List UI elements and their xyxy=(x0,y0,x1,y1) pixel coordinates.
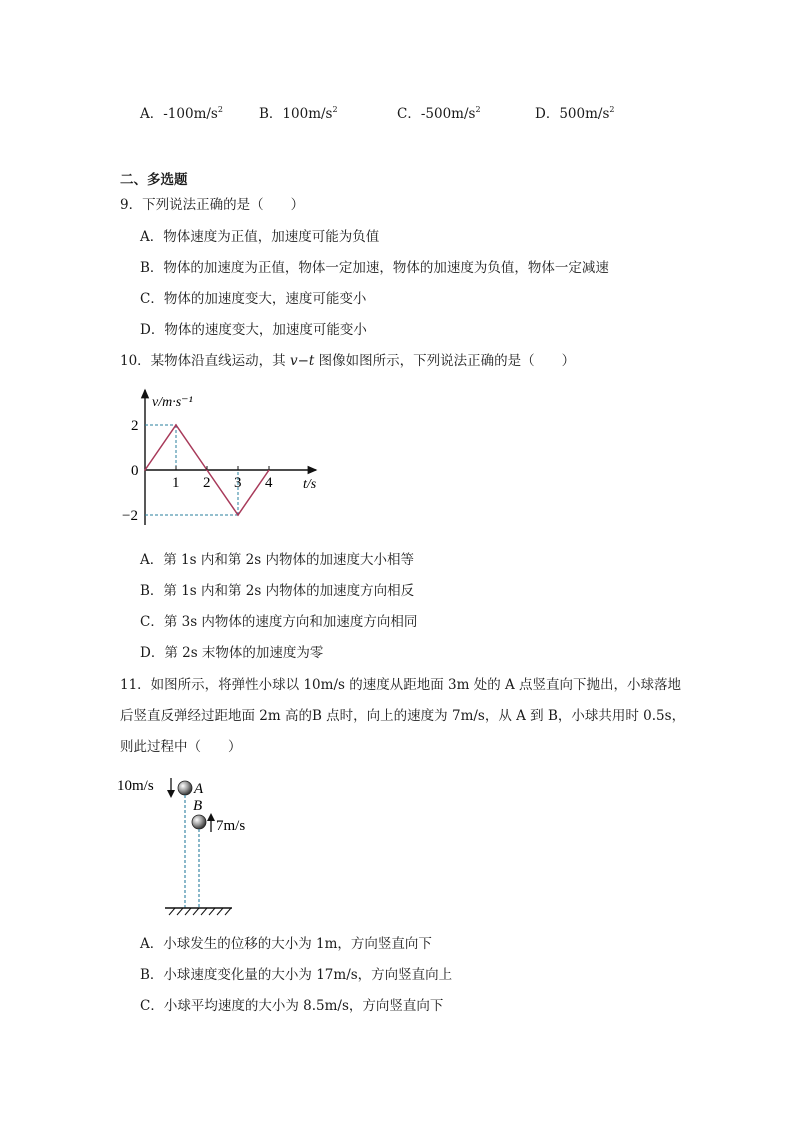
ball-a xyxy=(178,781,192,795)
q9-option-a: A．物体速度为正值，加速度可能为负值 xyxy=(140,229,380,245)
q11-option-b: B．小球速度变化量的大小为 17m/s，方向竖直向上 xyxy=(140,967,453,983)
data-point-1 xyxy=(175,424,177,426)
vt-graph xyxy=(120,380,320,530)
q10-option-d: D．第 2s 末物体的加速度为零 xyxy=(140,645,324,661)
q11-option-a: A．小球发生的位移的大小为 1m，方向竖直向下 xyxy=(140,936,432,952)
y-axis-label: v/m·s⁻¹ xyxy=(152,395,193,410)
data-point-3 xyxy=(237,514,239,516)
y-tick-label-1: 0 xyxy=(131,463,139,479)
q11-stem-line2: 后竖直反弹经过距地面 2m 高的B 点时，向上的速度为 7m/s，从 A 到 B，小球共用时 0.5s， xyxy=(120,708,686,724)
x-tick-label-1: 1 xyxy=(172,475,180,491)
x-tick-label-3: 3 xyxy=(234,475,242,491)
velocity-label-a: 10m/s xyxy=(117,778,154,794)
q11-stem-line1: 11．如图所示，将弹性小球以 10m/s 的速度从距地面 3m 处的 A 点竖直向下抛出，小球落地 xyxy=(120,677,682,693)
ball-figure xyxy=(115,770,265,920)
q9-option-c: C．物体的加速度变大，速度可能变小 xyxy=(140,291,367,307)
q11-stem-line3: 则此过程中（ ） xyxy=(120,739,242,755)
velocity-label-b: 7m/s xyxy=(216,818,246,834)
q8-option-d: D．$500m/s^2$ xyxy=(535,105,615,122)
up-arrow-head xyxy=(207,813,215,821)
ground-hatch xyxy=(169,908,231,915)
point-label-b: B xyxy=(193,798,203,814)
q8-option-a: A．$-100m/s^2$ xyxy=(140,105,223,122)
data-point-0 xyxy=(144,469,146,471)
q10-option-a: A．第 1s 内和第 2s 内物体的加速度大小相等 xyxy=(140,552,414,568)
x-axis-label: t/s xyxy=(303,477,317,492)
q8-option-b: B．$100m/s^2$ xyxy=(259,105,338,122)
q9-option-d: D．物体的速度变大，加速度可能变小 xyxy=(140,322,367,338)
q10-option-b: B．第 1s 内和第 2s 内物体的加速度方向相反 xyxy=(140,583,415,599)
x-tick-label-2: 2 xyxy=(203,475,211,491)
q9-stem: 9．下列说法正确的是（ ） xyxy=(120,197,305,213)
q10-option-c: C．第 3s 内物体的速度方向和加速度方向相同 xyxy=(140,614,418,630)
y-tick-label-0: 2 xyxy=(131,418,139,434)
q9-option-b: B．物体的加速度为正值，物体一定加速，物体的加速度为负值，物体一定减速 xyxy=(140,260,609,276)
down-arrow-head xyxy=(167,790,175,798)
section-title: 二、多选题 xyxy=(120,172,188,188)
ball-b xyxy=(192,815,206,829)
q11-option-c: C．小球平均速度的大小为 8.5m/s，方向竖直向下 xyxy=(140,998,444,1014)
q10-stem: 10．某物体沿直线运动，其 v−t 图像如图所示，下列说法正确的是（ ） xyxy=(120,353,576,369)
point-label-a: A xyxy=(194,781,204,797)
q8-option-c: C．$-500m/s^2$ xyxy=(397,105,481,122)
y-tick-label-2: −2 xyxy=(122,508,138,524)
x-tick-label-4: 4 xyxy=(265,475,273,491)
